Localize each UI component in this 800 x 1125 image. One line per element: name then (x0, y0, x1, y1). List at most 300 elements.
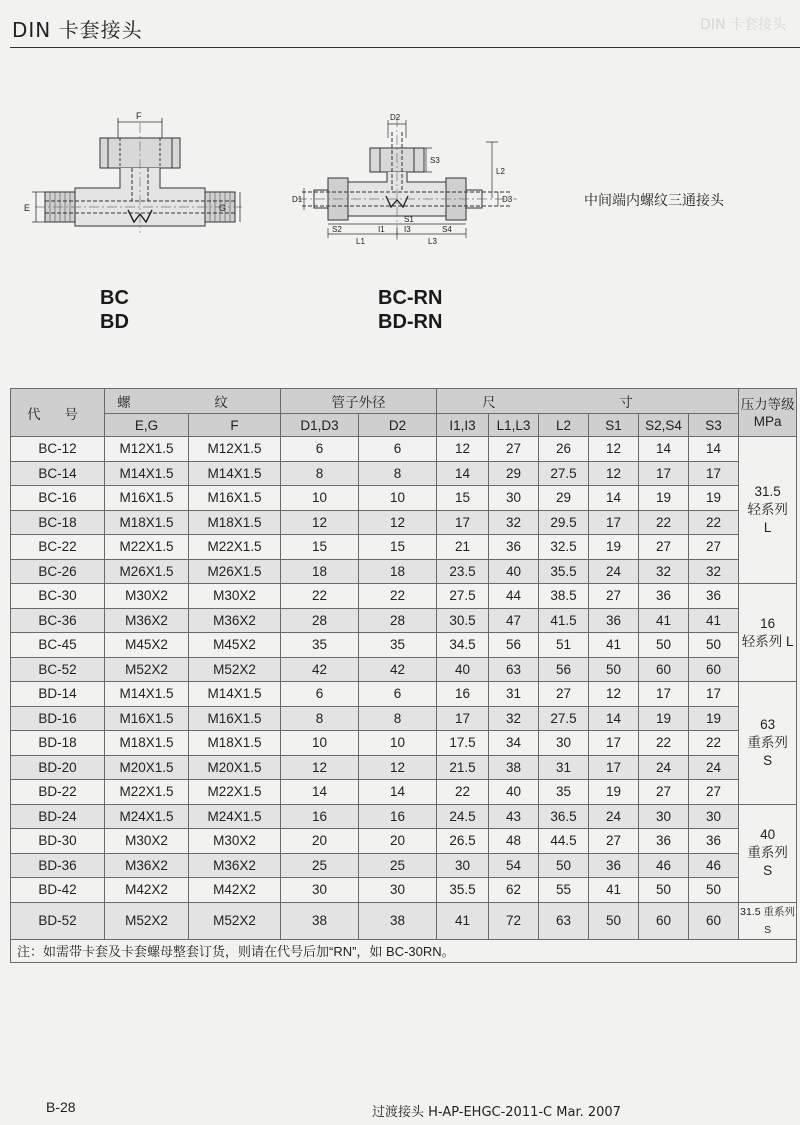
table-cell: 6 (359, 437, 437, 462)
spec-table-body (11, 437, 797, 940)
table-cell: M30X2 (105, 829, 189, 854)
table-cell: 41 (589, 878, 639, 903)
table-cell: 10 (281, 486, 359, 511)
table-cell: M30X2 (189, 829, 281, 854)
spec-table (10, 388, 797, 963)
table-cell: M18X1.5 (105, 510, 189, 535)
table-cell: 38 (281, 902, 359, 939)
table-cell: 41 (589, 633, 639, 658)
pressure-class-cell (739, 584, 797, 682)
table-cell: M16X1.5 (105, 486, 189, 511)
table-cell: 12 (281, 755, 359, 780)
table-cell: 38 (489, 755, 539, 780)
header-dimensions: 尺 寸 (437, 389, 739, 414)
table-cell: 10 (281, 731, 359, 756)
model-label-bd-rn: BD-RN (378, 311, 443, 333)
table-cell: M24X1.5 (105, 804, 189, 829)
table-cell: 25 (359, 853, 437, 878)
table-cell: BC-12 (11, 437, 105, 462)
table-cell: 14 (281, 780, 359, 805)
table-cell: BD-42 (11, 878, 105, 903)
page-header-title: DIN 卡套接头 (12, 18, 143, 42)
table-cell: 19 (639, 486, 689, 511)
table-cell: M24X1.5 (189, 804, 281, 829)
table-cell: 8 (359, 706, 437, 731)
table-cell: 21 (437, 535, 489, 560)
table-cell: 36 (639, 829, 689, 854)
table-cell: 17 (589, 510, 639, 535)
table-cell: 24 (589, 559, 639, 584)
table-cell: 31 (489, 682, 539, 707)
table-cell: 29 (489, 461, 539, 486)
subheader-l2: L2 (539, 414, 589, 437)
pressure-class-cell (739, 902, 797, 939)
table-cell: 14 (589, 486, 639, 511)
table-cell: BC-30 (11, 584, 105, 609)
header-pressure-line2: MPa (753, 413, 782, 429)
table-cell: M12X1.5 (189, 437, 281, 462)
pressure-class-line: 31.5 重系列 S (740, 905, 796, 936)
table-row (11, 706, 797, 731)
table-cell: 30 (539, 731, 589, 756)
table-cell: M26X1.5 (189, 559, 281, 584)
table-cell: BD-14 (11, 682, 105, 707)
caption-text: 中间端内螺纹三通接头 (584, 193, 724, 209)
table-cell: 31 (539, 755, 589, 780)
table-cell: 36.5 (539, 804, 589, 829)
table-cell: M18X1.5 (189, 510, 281, 535)
table-cell: 56 (539, 657, 589, 682)
table-cell: 12 (281, 510, 359, 535)
pressure-class-cell (739, 804, 797, 902)
table-cell: M20X1.5 (105, 755, 189, 780)
table-cell: 54 (489, 853, 539, 878)
table-cell: 27.5 (539, 461, 589, 486)
table-cell: 25 (281, 853, 359, 878)
table-cell: 36 (689, 829, 739, 854)
pressure-class-line: 重系列 (747, 734, 788, 750)
table-cell: 22 (437, 780, 489, 805)
table-cell: 41 (689, 608, 739, 633)
table-cell: M52X2 (189, 657, 281, 682)
table-cell: 32 (639, 559, 689, 584)
dim-label-d3: D3 (502, 195, 513, 204)
table-cell: 48 (489, 829, 539, 854)
table-row (11, 902, 797, 939)
table-cell: 17 (589, 731, 639, 756)
table-cell: 40 (437, 657, 489, 682)
table-cell: BC-18 (11, 510, 105, 535)
table-cell: 60 (689, 902, 739, 939)
table-cell: 19 (689, 706, 739, 731)
table-cell: 41.5 (539, 608, 589, 633)
pressure-class-line: S (763, 752, 773, 768)
table-cell: 23.5 (437, 559, 489, 584)
table-cell: M22X1.5 (105, 780, 189, 805)
table-cell: 29 (539, 486, 589, 511)
subheader-d1d3: D1,D3 (281, 414, 359, 437)
table-cell: BD-36 (11, 853, 105, 878)
pressure-class-line: L (763, 520, 772, 535)
dim-label-g: G (219, 203, 227, 213)
table-cell: M16X1.5 (105, 706, 189, 731)
table-cell: 29.5 (539, 510, 589, 535)
table-cell: 44.5 (539, 829, 589, 854)
table-cell: 24 (589, 804, 639, 829)
table-cell: 27 (689, 780, 739, 805)
dim-label-s4: S4 (442, 225, 452, 234)
table-cell: M14X1.5 (105, 682, 189, 707)
table-cell: 34 (489, 731, 539, 756)
table-cell: 60 (689, 657, 739, 682)
subheader-s3: S3 (689, 414, 739, 437)
table-cell: 63 (489, 657, 539, 682)
table-cell: M45X2 (189, 633, 281, 658)
pressure-class-cell (739, 682, 797, 805)
table-cell: M30X2 (105, 584, 189, 609)
table-row (11, 682, 797, 707)
table-cell: 30 (437, 853, 489, 878)
table-cell: 50 (589, 902, 639, 939)
table-cell: 18 (359, 559, 437, 584)
table-cell: 19 (689, 486, 739, 511)
tee-drawing-bc-rn (292, 112, 522, 252)
table-cell: 27 (639, 780, 689, 805)
table-cell: M30X2 (189, 584, 281, 609)
table-cell: 28 (359, 608, 437, 633)
table-cell: M45X2 (105, 633, 189, 658)
table-cell: 27 (489, 437, 539, 462)
table-cell: BD-18 (11, 731, 105, 756)
dim-label-l1: L1 (356, 237, 365, 246)
table-cell: 26.5 (437, 829, 489, 854)
table-cell: 56 (489, 633, 539, 658)
table-cell: 30 (489, 486, 539, 511)
tee-drawing-bc (24, 108, 245, 258)
subheader-s1: S1 (589, 414, 639, 437)
dim-label-s3: S3 (430, 156, 440, 165)
subheader-d2: D2 (359, 414, 437, 437)
table-cell: BD-52 (11, 902, 105, 939)
header-pressure (739, 389, 797, 437)
table-cell: 35 (539, 780, 589, 805)
footer-page-number: B-28 (46, 1099, 76, 1115)
table-cell: 38 (359, 902, 437, 939)
subheader-i1i3: I1,I3 (437, 414, 489, 437)
dim-label-d1: D1 (292, 195, 303, 204)
pressure-class-line: 轻系列 (747, 502, 788, 517)
table-cell: 30.5 (437, 608, 489, 633)
table-cell: 16 (359, 804, 437, 829)
table-cell: 16 (281, 804, 359, 829)
table-cell: 22 (359, 584, 437, 609)
header-rule (10, 47, 800, 48)
table-cell: M18X1.5 (105, 731, 189, 756)
table-cell: 27 (589, 584, 639, 609)
table-cell: 22 (639, 510, 689, 535)
table-cell: 20 (359, 829, 437, 854)
table-cell: 21.5 (437, 755, 489, 780)
pressure-class-cell (739, 437, 797, 584)
table-cell: 24 (689, 755, 739, 780)
table-cell: 8 (281, 461, 359, 486)
table-cell: 30 (281, 878, 359, 903)
table-cell: 22 (689, 510, 739, 535)
table-cell: 51 (539, 633, 589, 658)
table-cell: M16X1.5 (189, 706, 281, 731)
pressure-class-line: 轻系列 L (741, 633, 794, 649)
table-cell: 62 (489, 878, 539, 903)
dim-label-l2: L2 (496, 167, 505, 176)
table-cell: M14X1.5 (105, 461, 189, 486)
table-cell: 19 (589, 535, 639, 560)
pressure-class-line: 16 (760, 615, 776, 631)
header-pressure-line1: 压力等级 (740, 396, 795, 412)
table-cell: BC-14 (11, 461, 105, 486)
table-cell: 14 (359, 780, 437, 805)
table-cell: 36 (689, 584, 739, 609)
table-cell: 20 (281, 829, 359, 854)
table-cell: 50 (539, 853, 589, 878)
table-cell: 19 (589, 780, 639, 805)
table-cell: 17 (639, 682, 689, 707)
table-cell: BC-45 (11, 633, 105, 658)
table-cell: 32 (689, 559, 739, 584)
table-cell: BD-16 (11, 706, 105, 731)
table-cell: 47 (489, 608, 539, 633)
pressure-class-line: 31.5 (754, 484, 781, 499)
table-cell: 32 (489, 510, 539, 535)
table-cell: 27.5 (539, 706, 589, 731)
table-cell: 14 (589, 706, 639, 731)
table-cell: M14X1.5 (189, 461, 281, 486)
table-cell: M26X1.5 (105, 559, 189, 584)
table-row (11, 878, 797, 903)
table-cell: 6 (281, 682, 359, 707)
subheader-eg: E,G (105, 414, 189, 437)
table-cell: 44 (489, 584, 539, 609)
table-cell: 26 (539, 437, 589, 462)
table-cell: BD-24 (11, 804, 105, 829)
table-row (11, 437, 797, 462)
table-row (11, 486, 797, 511)
table-row (11, 804, 797, 829)
table-cell: 15 (437, 486, 489, 511)
table-cell: 63 (539, 902, 589, 939)
dim-label-d2: D2 (390, 113, 401, 122)
table-cell: 17 (437, 706, 489, 731)
table-cell: 14 (639, 437, 689, 462)
table-cell: M36X2 (189, 853, 281, 878)
table-cell: 43 (489, 804, 539, 829)
table-row (11, 780, 797, 805)
header-thread: 螺 纹 (105, 389, 281, 414)
footer-catalog-info: 过渡接头 H-AP-EHGC-2011-C Mar. 2007 (372, 1105, 621, 1120)
table-cell: 17 (437, 510, 489, 535)
pressure-class-line: S (763, 863, 773, 878)
table-row (11, 510, 797, 535)
table-cell: 60 (639, 902, 689, 939)
table-cell: 36 (639, 584, 689, 609)
table-cell: 30 (639, 804, 689, 829)
table-cell: 50 (589, 657, 639, 682)
table-cell: 6 (359, 682, 437, 707)
dim-label-i1: I1 (378, 225, 385, 234)
table-cell: 30 (359, 878, 437, 903)
table-cell: 14 (437, 461, 489, 486)
table-cell: M18X1.5 (189, 731, 281, 756)
table-cell: 12 (589, 461, 639, 486)
model-label-bc: BC (100, 287, 129, 309)
table-cell: BC-16 (11, 486, 105, 511)
table-cell: 12 (589, 437, 639, 462)
table-cell: 27 (639, 535, 689, 560)
table-cell: 6 (281, 437, 359, 462)
table-cell: 12 (359, 755, 437, 780)
dim-label-e: E (24, 203, 31, 213)
table-cell: M52X2 (105, 657, 189, 682)
table-cell: BC-22 (11, 535, 105, 560)
table-cell: 15 (281, 535, 359, 560)
dim-label-s2: S2 (332, 225, 342, 234)
dim-label-s1: S1 (404, 215, 414, 224)
table-cell: 24 (639, 755, 689, 780)
table-cell: M20X1.5 (189, 755, 281, 780)
table-cell: 14 (689, 437, 739, 462)
table-cell: 10 (359, 486, 437, 511)
table-cell: 22 (689, 731, 739, 756)
table-row (11, 461, 797, 486)
table-cell: 50 (639, 878, 689, 903)
table-cell: 10 (359, 731, 437, 756)
pressure-class-line: 63 (760, 716, 776, 732)
subheader-s2s4: S2,S4 (639, 414, 689, 437)
page-header-ghost: DIN 卡套接头 (700, 17, 786, 33)
table-cell: 17 (589, 755, 639, 780)
table-cell: 41 (639, 608, 689, 633)
table-cell: BD-20 (11, 755, 105, 780)
table-cell: 36 (589, 853, 639, 878)
table-cell: 38.5 (539, 584, 589, 609)
table-note: 注：如需带卡套及卡套螺母整套订货，则请在代号后加“RN”，如 BC-30RN。 (11, 939, 797, 962)
table-cell: 42 (359, 657, 437, 682)
table-cell: M36X2 (189, 608, 281, 633)
pressure-class-line: 重系列 (747, 845, 788, 860)
table-cell: M36X2 (105, 853, 189, 878)
model-label-bc-rn: BC-RN (378, 287, 443, 309)
table-cell: M36X2 (105, 608, 189, 633)
table-cell: BC-26 (11, 559, 105, 584)
table-cell: 18 (281, 559, 359, 584)
table-cell: 50 (639, 633, 689, 658)
pressure-class-line: 40 (760, 827, 776, 842)
table-cell: BC-36 (11, 608, 105, 633)
table-cell: 32 (489, 706, 539, 731)
table-cell: M14X1.5 (189, 682, 281, 707)
table-cell: M52X2 (105, 902, 189, 939)
table-cell: BD-30 (11, 829, 105, 854)
table-cell: 40 (489, 780, 539, 805)
table-cell: BC-52 (11, 657, 105, 682)
table-row (11, 657, 797, 682)
table-cell: 17 (639, 461, 689, 486)
table-row (11, 755, 797, 780)
table-cell: 22 (281, 584, 359, 609)
table-row (11, 559, 797, 584)
table-cell: M42X2 (105, 878, 189, 903)
table-cell: M52X2 (189, 902, 281, 939)
table-cell: 19 (639, 706, 689, 731)
table-cell: 35.5 (539, 559, 589, 584)
table-cell: 17.5 (437, 731, 489, 756)
table-cell: 8 (359, 461, 437, 486)
table-cell: 41 (437, 902, 489, 939)
table-row (11, 584, 797, 609)
table-cell: M12X1.5 (105, 437, 189, 462)
table-cell: 16 (437, 682, 489, 707)
table-cell: 22 (639, 731, 689, 756)
table-cell: 28 (281, 608, 359, 633)
table-cell: BD-22 (11, 780, 105, 805)
table-cell: 32.5 (539, 535, 589, 560)
table-cell: 27 (589, 829, 639, 854)
table-cell: 15 (359, 535, 437, 560)
table-cell: 12 (589, 682, 639, 707)
table-cell: M16X1.5 (189, 486, 281, 511)
table-cell: M42X2 (189, 878, 281, 903)
table-cell: 8 (281, 706, 359, 731)
subheader-l1l3: L1,L3 (489, 414, 539, 437)
table-row (11, 608, 797, 633)
dim-label-f: F (136, 111, 142, 121)
table-row (11, 633, 797, 658)
header-code: 代 号 (11, 389, 105, 437)
table-cell: 27 (539, 682, 589, 707)
table-row (11, 731, 797, 756)
header-tube-od: 管子外径 (281, 389, 437, 414)
table-cell: M22X1.5 (189, 780, 281, 805)
dim-label-l3: L3 (428, 237, 437, 246)
table-cell: M22X1.5 (105, 535, 189, 560)
table-cell: 34.5 (437, 633, 489, 658)
table-cell: 30 (689, 804, 739, 829)
table-cell: 42 (281, 657, 359, 682)
table-row (11, 853, 797, 878)
table-cell: 35 (359, 633, 437, 658)
dim-label-i3: I3 (404, 225, 411, 234)
table-cell: 36 (489, 535, 539, 560)
table-cell: 50 (689, 878, 739, 903)
model-label-bd: BD (100, 311, 129, 333)
table-cell: 46 (639, 853, 689, 878)
table-cell: 55 (539, 878, 589, 903)
table-cell: 50 (689, 633, 739, 658)
table-cell: 24.5 (437, 804, 489, 829)
table-cell: 12 (359, 510, 437, 535)
table-cell: 35 (281, 633, 359, 658)
table-cell: 17 (689, 461, 739, 486)
table-cell: 35.5 (437, 878, 489, 903)
table-cell: 12 (437, 437, 489, 462)
table-cell: 72 (489, 902, 539, 939)
table-cell: 27 (689, 535, 739, 560)
table-cell: 36 (589, 608, 639, 633)
table-cell: M22X1.5 (189, 535, 281, 560)
table-cell: 27.5 (437, 584, 489, 609)
table-cell: 46 (689, 853, 739, 878)
table-cell: 17 (689, 682, 739, 707)
table-row (11, 829, 797, 854)
